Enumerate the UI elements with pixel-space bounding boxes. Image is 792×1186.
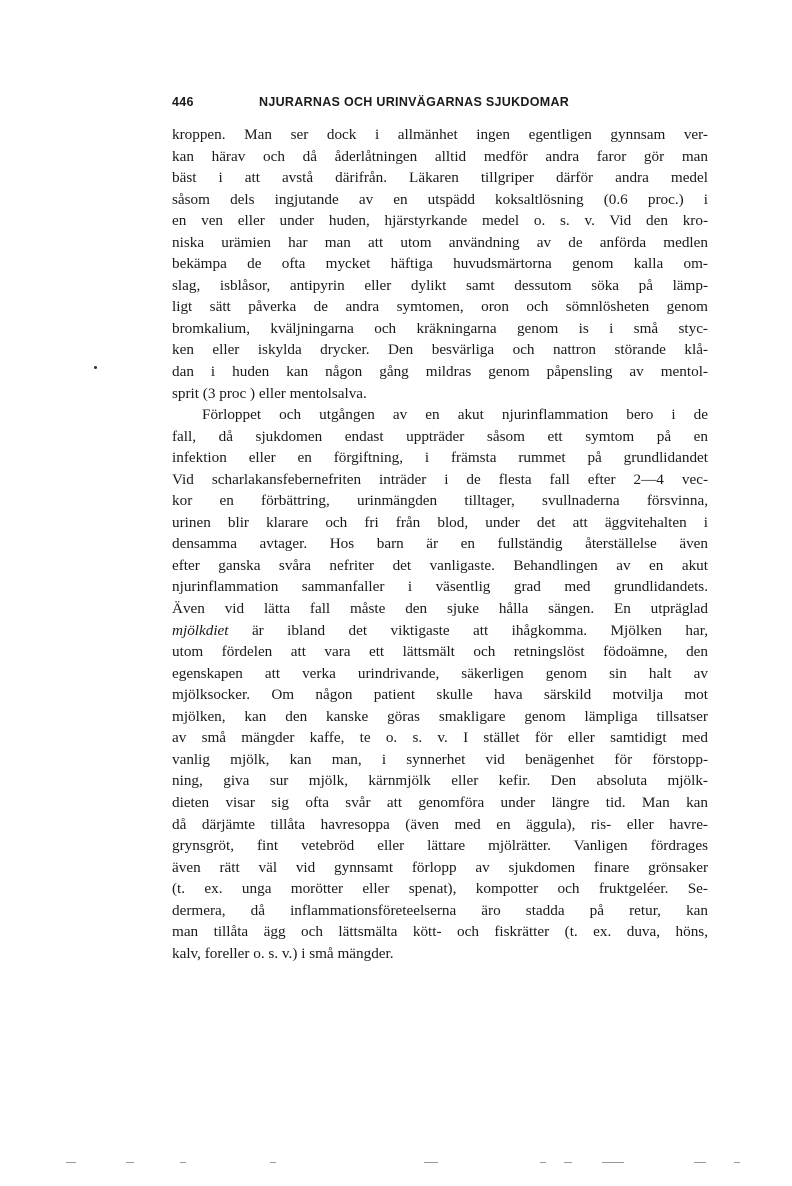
scan-artifact-mark [270,1162,276,1163]
text-line: vanlig mjölk, kan man, i synnerhet vid benägenhet för förstopp- [172,750,708,768]
scan-artifacts [0,1160,792,1166]
text-line: kor en förbättring, urinmängden tilltager, svullnaderna försvinna, [172,492,708,510]
text-line: även rätt väl vid gynnsamt förlopp av sjukdomen finare grönsaker [172,858,708,876]
text-line: densamma avtager. Hos barn är en fullständig återställelse även [172,535,708,553]
text-line: mjölken, kan den kanske göras smakligare genom lämpliga tillsatser [172,707,708,725]
text-line: egenskapen att verka urindrivande, säkerligen genom sin halt av [172,664,708,682]
scan-artifact-mark [66,1162,76,1163]
scan-artifact-mark [424,1162,438,1163]
scan-artifact-mark [564,1162,572,1163]
text-line: (t. ex. unga morötter eller spenat), kompotter och fruktgeléer. Se- [172,880,708,898]
text-line: bäst i att avstå därifrån. Läkaren tillgriper därför andra medel [172,169,708,187]
text-line: ligt sätt påverka de andra symtomen, oron och sömnlösheten genom [172,298,708,316]
text-line: såsom dels ingjutande av en utspädd koksaltlösning (0.6 proc.) i [172,190,708,208]
text-line: bromkalium, kväljningarna och kräkningarna genom is i små styc- [172,319,708,337]
text-line: kalv, foreller o. s. v.) i små mängder. [172,944,394,962]
text-line-with-emphasis [172,620,708,642]
scan-artifact-mark [126,1162,134,1163]
scan-artifact-mark [734,1162,740,1163]
page-number: 446 [172,95,194,109]
page-header [172,93,708,115]
text-line: bekämpa de ofta mycket häftiga huvudsmärtorna genom kalla om- [172,255,708,273]
text-line: infektion eller en förgiftning, i främsta rummet på grundlidandet [172,449,708,467]
text-line: utom fördelen att vara ett lättsmält och retningslöst födoämne, den [172,643,708,661]
running-head: NJURARNAS OCH URINVÄGARNAS SJUKDOMAR [259,95,570,109]
text-line: kan härav och då åderlåtningen alltid medför andra faror gör man [172,147,708,165]
text-line: efter ganska svåra nefriter det vanligaste. Behandlingen av en akut [172,556,708,574]
body-text [172,124,708,964]
emphasis-term: mjölkdiet [172,621,229,639]
text-line: slag, isblåsor, antipyrin eller dylikt samt dessutom söka på lämp- [172,276,708,294]
text-line: sprit (3 proc ) eller mentolsalva. [172,384,367,402]
text-line: dermera, då inflammationsföreteelserna äro stadda på retur, kan [172,901,708,919]
text-line-rest: är ibland det viktigaste att ihågkomma. Mjölken har, [228,621,708,639]
scan-artifact-mark [540,1162,546,1163]
paragraph-start-line: Förloppet och utgången av en akut njurinflammation bero i de [202,406,708,424]
text-line: ken eller iskylda drycker. Den besvärliga och nattron störande klå- [172,341,708,359]
text-line: njurinflammation sammanfaller i väsentlig grad med grundlidandets. [172,578,708,596]
text-line: av små mängder kaffe, te o. s. v. I stället för eller samtidigt med [172,729,708,747]
text-line: då därjämte tillåta havresoppa (även med en äggula), ris- eller havre- [172,815,708,833]
scan-artifact-mark [602,1162,624,1163]
text-line: fall, då sjukdomen endast uppträder såsom ett symtom på en [172,427,708,445]
text-line: ning, giva sur mjölk, kärnmjölk eller kefir. Den absoluta mjölk- [172,772,708,790]
text-line: urinen blir klarare och fri från blod, under det att äggvitehalten i [172,513,708,531]
text-line: Vid scharlakansfebernefriten inträder i de flesta fall efter 2—4 vec- [172,470,708,488]
text-line: dan i huden kan någon gång mildras genom påpensling av mentol- [172,363,708,381]
text-line: en ven eller under huden, hjärstyrkande medel o. s. v. Vid den kro- [172,212,708,230]
text-line: man tillåta ägg och lättsmälta kött- och fiskrätter (t. ex. duva, höns, [172,923,708,941]
text-line: mjölksocker. Om någon patient skulle hava särskild motvilja mot [172,686,708,704]
text-line: dieten visar sig ofta svår att genomföra under längre tid. Man kan [172,793,708,811]
scan-artifact-mark [694,1162,706,1163]
text-line: kroppen. Man ser dock i allmänhet ingen egentligen gynnsam ver- [172,126,708,143]
text-line: niska urämien har man att utom användning av de anförda medlen [172,233,708,251]
text-line: grynsgröt, fint vetebröd eller lättare mjölrätter. Vanligen fördrages [172,837,708,855]
text-line: Även vid lätta fall måste den sjuke hålla sängen. En utpräglad [172,600,708,618]
margin-mark [94,366,97,369]
scan-artifact-mark [180,1162,186,1163]
